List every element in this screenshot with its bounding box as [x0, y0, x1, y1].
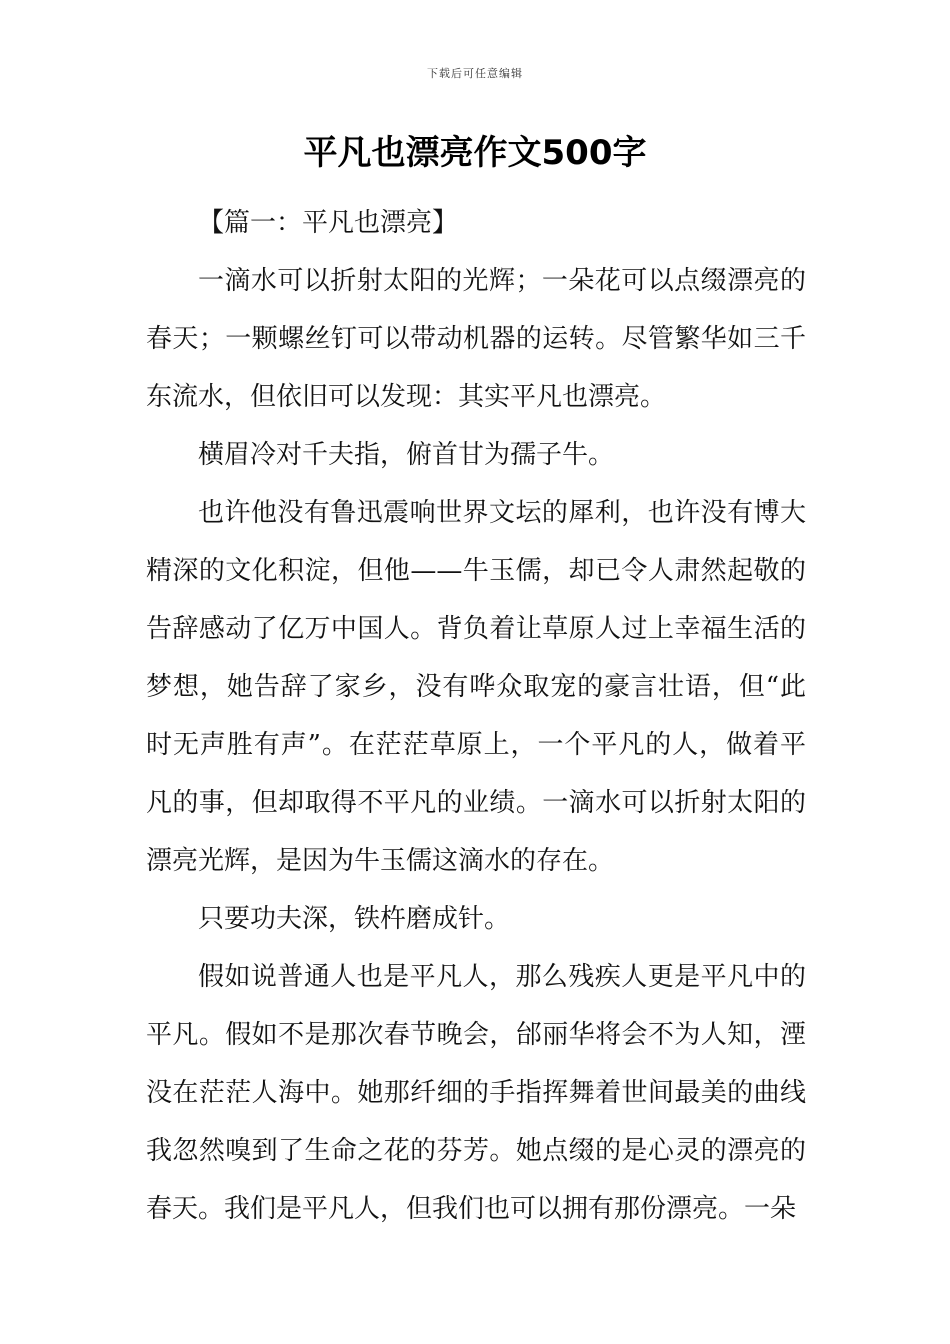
- section-heading: 【篇一：平凡也漂亮】: [198, 208, 459, 238]
- paragraph: 也许他没有鲁迅震响世界文坛的犀利，也许没有博大精深的文化积淀，但他——牛玉儒，却已令人肃然起敬的告辞感动了亿万中国人。背负着让草原人过上幸福生活的梦想，她告辞了家乡，没有哗众取宠的豪言壮语，但“此时无声胜有声”。在茫茫草原上，一个平凡的人，做着平凡的事，但却取得不平凡的业绩。一滴水可以折射太阳的漂亮光辉，是因为牛玉儒这滴水的存在。: [146, 498, 806, 876]
- document-title: 平凡也漂亮作文500字: [303, 133, 647, 173]
- document-body: [146, 194, 806, 1238]
- paragraph: 只要功夫深，铁杵磨成针。: [198, 904, 511, 934]
- paragraph: 横眉冷对千夫指，俯首甘为孺子牛。: [198, 440, 615, 470]
- paragraph: 假如说普通人也是平凡人，那么残疾人更是平凡中的平凡。假如不是那次春节晚会，邰丽华将会不为人知，湮没在茫茫人海中。她那纤细的手指挥舞着世间最美的曲线我忽然嗅到了生命之花的芬芳。她点缀的是心灵的漂亮的春天。我们是平凡人，但我们也可以拥有那份漂亮。一朵: [146, 962, 806, 1224]
- header-note: 下载后可任意编辑: [427, 67, 523, 80]
- paragraph: 一滴水可以折射太阳的光辉；一朵花可以点缀漂亮的春天；一颗螺丝钉可以带动机器的运转。尽管繁华如三千东流水，但依旧可以发现：其实平凡也漂亮。: [146, 266, 806, 412]
